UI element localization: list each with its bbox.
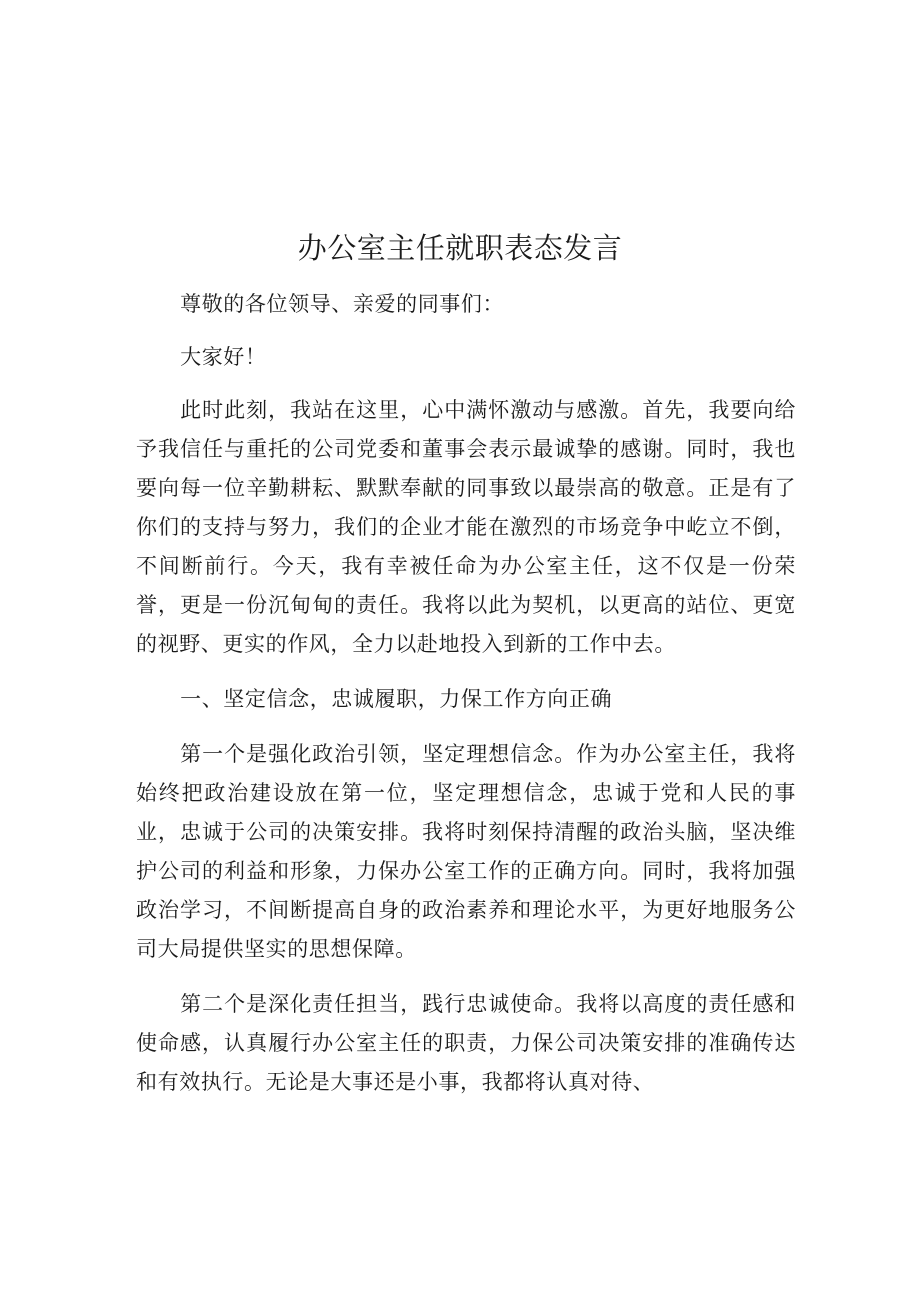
- document-title: 办公室主任就职表态发言: [297, 231, 623, 265]
- greeting: 大家好！: [180, 345, 267, 369]
- body-paragraph: 第二个是深化责任担当，践行忠诚使命。我将以高度的责任感和使命感，认真履行办公室主任的职责，力保公司决策安排的准确传达和有效执行。无论是大事还是小事，我都将认真对待、: [136, 992, 796, 1094]
- section-heading: 一、坚定信念，忠诚履职，力保工作方向正确: [180, 687, 613, 711]
- body-paragraph: 第一个是强化政治引领，坚定理想信念。作为办公室主任，我将始终把政治建设放在第一位，坚定理想信念，忠诚于党和人民的事业，忠诚于公司的决策安排。我将时刻保持清醒的政治头脑，坚决维护公司的利益和形象，力保办公室工作的正确方向。同时，我将加强政治学习，不间断提高自身的政治素养和理论水平，为更好地服务公司大局提供坚实的思想保障。: [136, 742, 796, 961]
- salutation: 尊敬的各位领导、亲爱的同事们：: [180, 292, 505, 316]
- intro-paragraph: 此时此刻，我站在这里，心中满怀激动与感激。首先，我要向给予我信任与重托的公司党委和董事会表示最诚挚的感谢。同时，我也要向每一位辛勤耕耘、默默奉献的同事致以最崇高的敬意。正是有了你们的支持与努力，我们的企业才能在激烈的市场竞争中屹立不倒，不间断前行。今天，我有幸被任命为办公室主任，这不仅是一份荣誉，更是一份沉甸甸的责任。我将以此为契机，以更高的站位、更宽的视野、更实的作风，全力以赴地投入到新的工作中去。: [136, 398, 796, 656]
- document-body: [136, 285, 796, 1118]
